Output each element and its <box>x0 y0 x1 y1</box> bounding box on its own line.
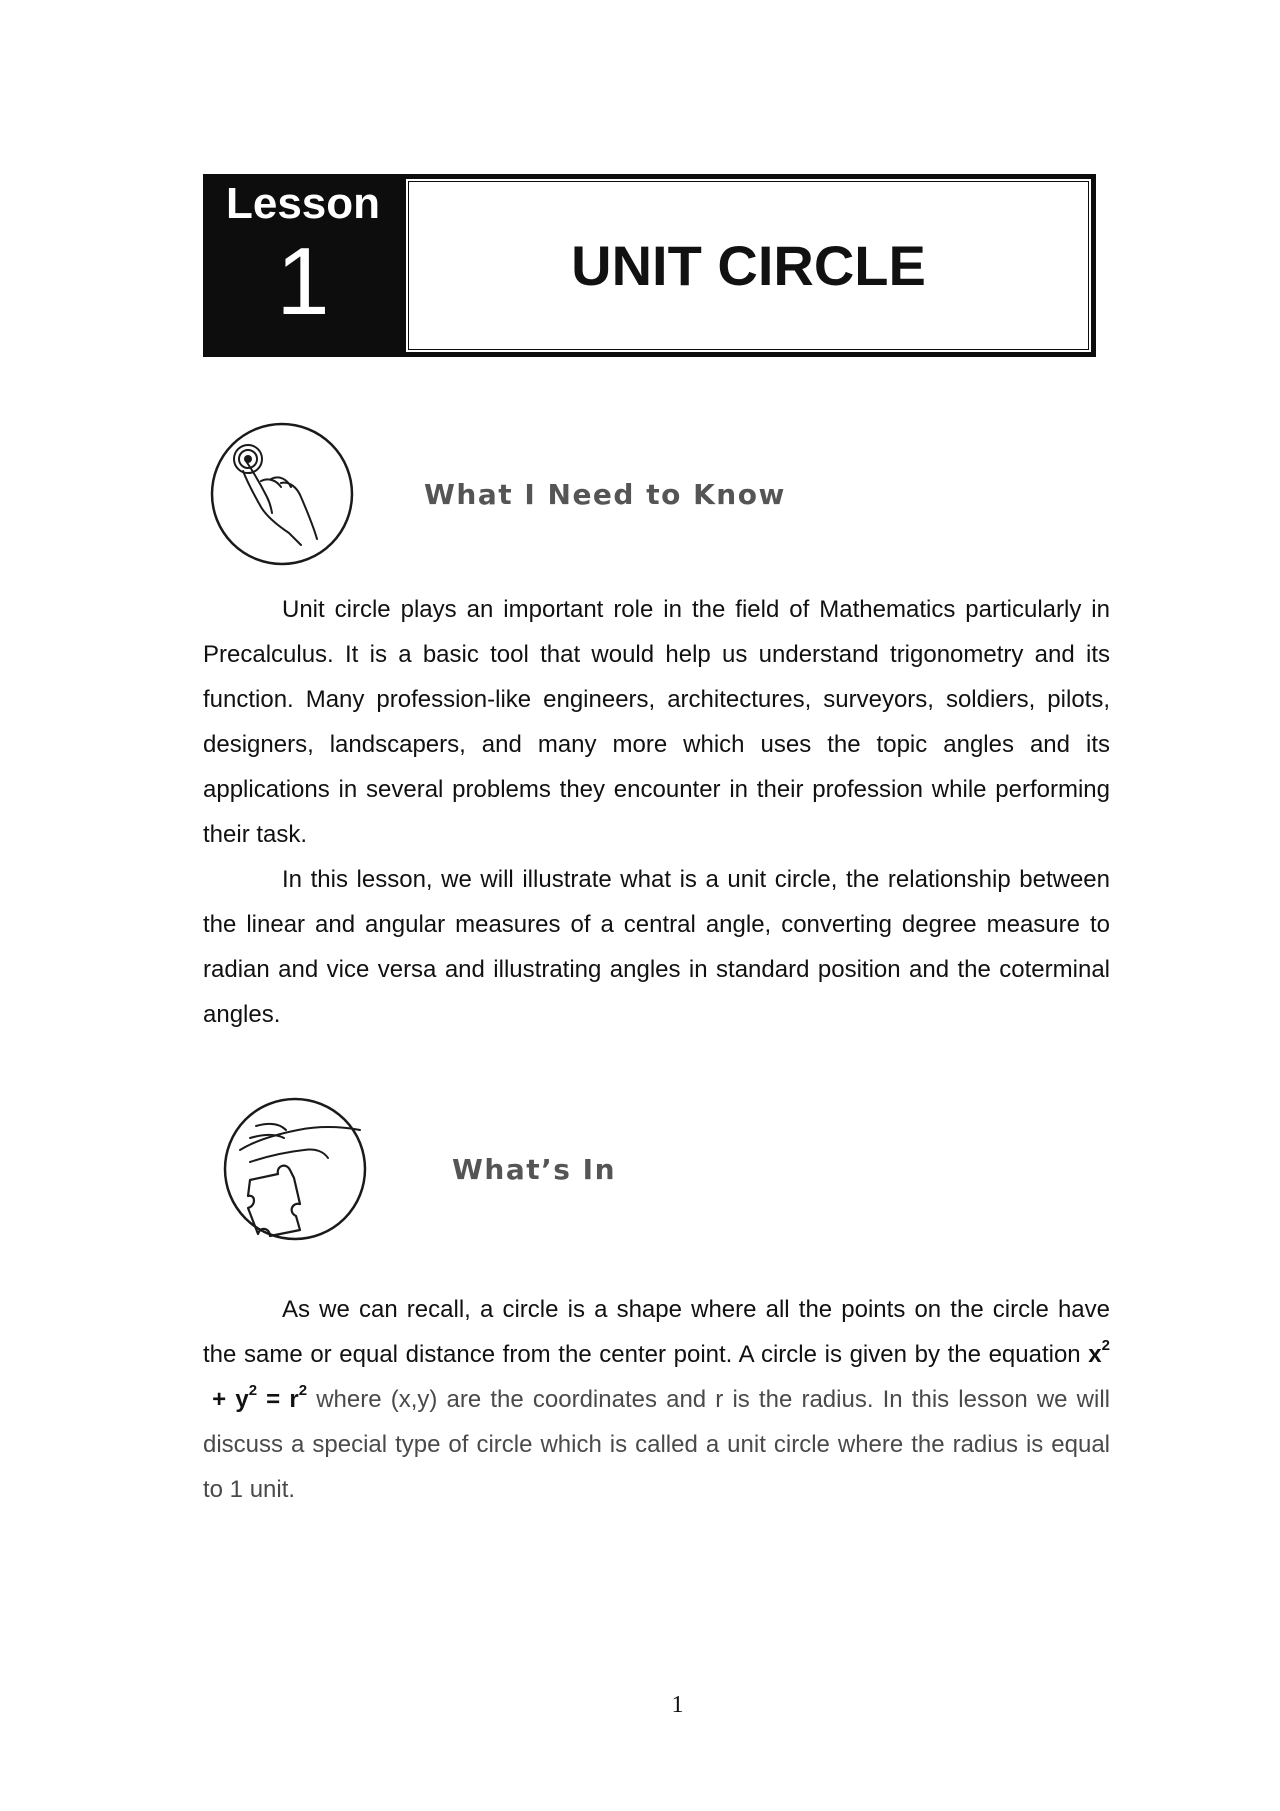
lesson-title: UNIT CIRCLE <box>571 234 926 297</box>
equation-r-exponent: 2 <box>298 1382 308 1399</box>
equation-y: y <box>235 1386 249 1413</box>
equation-plus: + <box>203 1386 236 1413</box>
whats-in-text-after: where (x,y) are the coordinates and r is the radius. In this lesson we will discuss a special type of circle which is called a unit circle where the radius is equal to 1 unit. <box>203 1386 1110 1503</box>
lesson-title-box <box>403 174 1096 357</box>
tap-hand-icon <box>209 421 355 567</box>
whats-in-body <box>203 1287 1110 1512</box>
need-to-know-body <box>203 587 1110 1037</box>
equation-equals: = <box>257 1386 290 1413</box>
equation-x: x <box>1088 1341 1102 1368</box>
puzzle-hand-icon <box>220 1096 374 1242</box>
need-to-know-paragraph-2: In this lesson, we will illustrate what is a unit circle, the relationship between the linear and angular measures of a central angle, converting degree measure to radian and vice versa and illustrating angles in standard position and the coterminal angles. <box>203 866 1110 1028</box>
lesson-header <box>203 174 1096 357</box>
whats-in-paragraph <box>203 1287 1110 1512</box>
equation-y-exponent: 2 <box>248 1382 258 1399</box>
need-to-know-paragraph-1: Unit circle plays an important role in the field of Mathematics particularly in Precalculus. It is a basic tool that would help us understand trigonometry and its function. Many profession-like engineers, architectures, surveyors, soldiers, pilots, designers, landscapers, and many more which uses the topic angles and its applications in several problems they encounter in their profession while performing their task. <box>203 596 1110 848</box>
lesson-number: 1 <box>276 228 330 336</box>
equation-r: r <box>289 1386 299 1413</box>
section-heading-what-i-need-to-know: What I Need to Know <box>424 478 786 511</box>
section-heading-whats-in: What’s In <box>452 1153 616 1186</box>
lesson-badge <box>203 174 403 357</box>
equation-x-exponent: 2 <box>1101 1337 1110 1354</box>
whats-in-text-before: As we can recall, a circle is a shape where all the points on the circle have the same or equal distance from the center point. A circle is given by the equation <box>203 1296 1110 1368</box>
page-number: 1 <box>671 1692 684 1718</box>
lesson-label: Lesson <box>225 179 381 228</box>
